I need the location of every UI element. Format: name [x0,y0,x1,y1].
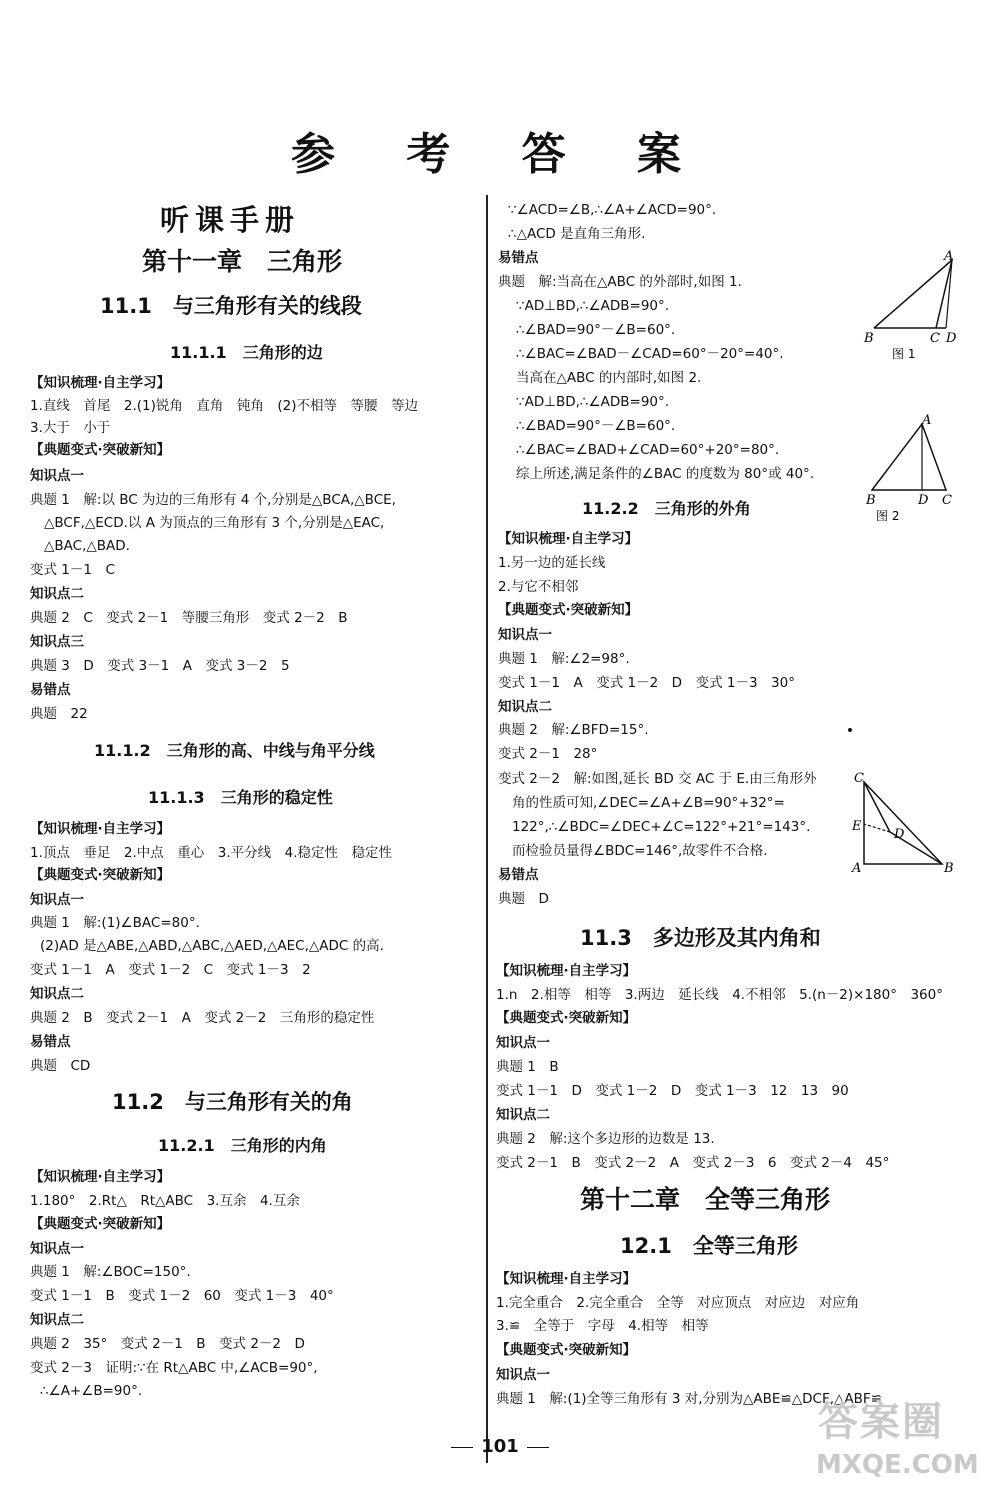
fig2-triangle [872,424,946,490]
answer-line: 典题 CD [30,1058,91,1074]
answer-line: 典题 D [498,891,549,907]
page-number [440,1436,560,1457]
answer-line: 典题 1 解:(1)∠BAC=80°. [30,915,200,931]
figure-1-diagram [858,248,966,364]
section-label: 【典题变式·突破新知】 [498,602,639,618]
fig3-label-a: A [852,861,862,876]
answer-line: ∴∠BAD=90°－∠B=60°. [516,418,676,434]
answer-line: 1.直线 首尾 2.(1)锐角 直角 钝角 (2)不相等 等腰 等边 [30,398,419,414]
section-label: 【知识梳理·自主学习】 [30,375,171,391]
answer-line: ∴△ACD 是直角三角形. [508,226,646,242]
knowledge-point-label: 知识点二 [30,986,84,1002]
answer-line: 当高在△ABC 的内部时,如图 2. [516,370,702,386]
fig3-label-d: D [894,827,905,842]
knowledge-point-label: 知识点二 [498,699,552,715]
answer-line: 典题 2 解:这个多边形的边数是 13. [496,1131,715,1147]
section-label: 【知识梳理·自主学习】 [498,531,639,547]
fig1-triangle [874,260,952,328]
answer-line: 2.与它不相邻 [498,579,579,595]
answer-line: △BAC,△BAD. [44,538,130,554]
scan-dot [848,728,852,732]
section-heading: 11.3 多边形及其内角和 [580,926,821,950]
answer-line: 1.完全重合 2.完全重合 全等 对应顶点 对应边 对应角 [496,1295,860,1311]
answer-line: 3.≌ 全等于 字母 4.相等 相等 [496,1318,709,1334]
answer-line: (2)AD 是△ABE,△ABD,△ABC,△AED,△AEC,△ADC 的高. [40,938,384,954]
fig2-caption: 图 2 [876,509,900,523]
subsection-heading: 11.1.2 三角形的高、中线与角平分线 [94,741,375,760]
answer-line: 1.顶点 垂足 2.中点 重心 3.平分线 4.稳定性 稳定性 [30,845,393,861]
answer-line: 典题 2 解:∠BFD=15°. [498,722,649,738]
knowledge-point-label: 知识点三 [30,634,84,650]
column-divider [486,195,488,1463]
answer-line: △BCF,△ECD.以 A 为顶点的三角形有 3 个,分别是△EAC, [44,515,385,531]
page-number-dash [451,1447,473,1448]
answer-line: ∵∠ACD=∠B,∴∠A+∠ACD=90°. [508,202,717,218]
answer-line: 变式 1－1 B 变式 1－2 60 变式 1－3 40° [30,1288,334,1304]
section-heading: 11.2 与三角形有关的角 [112,1090,353,1114]
answer-line: 1.另一边的延长线 [498,555,606,571]
fig1-caption: 图 1 [892,347,916,361]
answer-line: 典题 1 解:∠BOC=150°. [30,1264,191,1280]
fig3-segment-cd [864,782,890,832]
fig1-label-b: B [864,331,874,346]
section-label: 【知识梳理·自主学习】 [496,1271,637,1287]
fig3-label-b: B [944,861,954,876]
fig3-label-e: E [852,819,862,834]
knowledge-point-label: 知识点一 [496,1367,550,1383]
answer-line: 典题 2 35° 变式 2－1 B 变式 2－2 D [30,1336,305,1352]
answer-line: ∴∠BAC=∠BAD－∠CAD=60°－20°=40°. [516,346,784,362]
section-label: 【典题变式·突破新知】 [30,1216,171,1232]
answer-line: ∴∠BAC=∠BAD+∠CAD=60°+20°=80°. [516,442,780,458]
answer-line: 典题 1 解:∠2=98°. [498,651,630,667]
knowledge-point-label: 易错点 [498,867,539,883]
subsection-heading: 11.1.1 三角形的边 [170,343,323,362]
watermark [808,1390,998,1495]
fig1-label-a: A [944,249,954,264]
answer-line: 角的性质可知,∠DEC=∠A+∠B=90°+32°= [512,795,785,811]
fig2-label-a: A [922,413,932,428]
section-label: 【知识梳理·自主学习】 [30,1169,171,1185]
section-label: 【典题变式·突破新知】 [496,1342,637,1358]
fig2-label-d: D [918,493,929,508]
answer-line: 综上所述,满足条件的∠BAC 的度数为 80°或 40°. [516,466,815,482]
answer-line: 典题 22 [30,706,88,722]
answer-line: 典题 1 B [496,1059,559,1075]
fig1-label-d: D [946,331,957,346]
fig3-outer-triangle [864,782,942,864]
answer-line: 3.大于 小于 [30,420,111,436]
answer-line: 变式 1－1 A 变式 1－2 D 变式 1－3 30° [498,675,795,691]
fig2-label-c: C [942,493,952,508]
answer-line: 而检验员量得∠BDC=146°,故零件不合格. [512,843,768,859]
knowledge-point-label: 易错点 [498,250,539,266]
knowledge-point-label: 易错点 [30,1034,71,1050]
answer-line: 典题 3 D 变式 3－1 A 变式 3－2 5 [30,658,290,674]
answer-line: 变式 1－1 A 变式 1－2 C 变式 1－3 2 [30,962,311,978]
answer-line: 1.180° 2.Rt△ Rt△ABC 3.互余 4.互余 [30,1193,300,1209]
answer-line: 变式 2－1 B 变式 2－2 A 变式 2－3 6 变式 2－4 45° [496,1155,890,1171]
knowledge-point-label: 知识点一 [30,892,84,908]
chapter-heading: 第十一章 三角形 [142,247,343,276]
knowledge-point-label: 知识点二 [30,1312,84,1328]
answer-line: 典题 1 解:(1)全等三角形有 3 对,分别为△ABE≌△DCF,△ABF≌ [496,1391,882,1407]
section-heading: 12.1 全等三角形 [620,1234,798,1258]
answer-line: 1.n 2.相等 相等 3.两边 延长线 4.不相邻 5.(n－2)×180° 360° [496,987,943,1003]
section-label: 【知识梳理·自主学习】 [496,963,637,979]
answer-line: ∴∠BAD=90°－∠B=60°. [516,322,676,338]
answer-line: 典题 解:当高在△ABC 的外部时,如图 1. [498,274,742,290]
section-label: 【典题变式·突破新知】 [496,1010,637,1026]
answer-line: ∵AD⊥BD,∴∠ADB=90°. [516,394,670,410]
knowledge-point-label: 知识点二 [496,1107,550,1123]
chapter-heading: 第十二章 全等三角形 [580,1185,831,1214]
answer-line: 变式 2－2 解:如图,延长 BD 交 AC 于 E.由三角形外 [498,771,817,787]
manual-title: 听课手册 [160,203,301,237]
page-title: 参 考 答 案 [291,129,709,180]
answer-line: 变式 2－3 证明:∵在 Rt△ABC 中,∠ACB=90°, [30,1360,318,1376]
figure-3-diagram [850,768,962,880]
section-label: 【知识梳理·自主学习】 [30,821,171,837]
knowledge-point-label: 知识点一 [496,1035,550,1051]
answer-line: 变式 1－1 C [30,562,115,578]
answer-line: 变式 2－1 28° [498,746,598,762]
knowledge-point-label: 知识点一 [30,468,84,484]
knowledge-point-label: 知识点二 [30,586,84,602]
fig1-label-c: C [930,331,940,346]
subsection-heading: 11.2.2 三角形的外角 [582,499,751,518]
knowledge-point-label: 知识点一 [498,627,552,643]
section-label: 【典题变式·突破新知】 [30,867,171,883]
watermark-logo-text: 答案圈 [818,1399,944,1445]
section-heading: 11.1 与三角形有关的线段 [100,294,362,318]
answer-line: 典题 2 C 变式 2－1 等腰三角形 变式 2－2 B [30,610,348,626]
knowledge-point-label: 易错点 [30,682,71,698]
page-number-text: 101 [481,1436,519,1457]
answer-line: ∴∠A+∠B=90°. [40,1383,143,1399]
answer-line: 122°,∴∠BDC=∠DEC+∠C=122°+21°=143°. [512,819,811,835]
knowledge-point-label: 知识点一 [30,1241,84,1257]
answer-line: ∵AD⊥BD,∴∠ADB=90°. [516,298,670,314]
fig3-label-c: C [854,771,864,786]
section-label: 【典题变式·突破新知】 [30,442,171,458]
answer-line: 典题 1 解:以 BC 为边的三角形有 4 个,分别是△BCA,△BCE, [30,492,396,508]
watermark-url: MXQE.COM [816,1450,979,1480]
answer-line: 变式 1－1 D 变式 1－2 D 变式 1－3 12 13 90 [496,1083,849,1099]
answer-line: 典题 2 B 变式 2－1 A 变式 2－2 三角形的稳定性 [30,1010,375,1026]
page-number-dash [527,1447,549,1448]
fig2-label-b: B [866,493,876,508]
figure-2-diagram [862,412,962,524]
subsection-heading: 11.1.3 三角形的稳定性 [148,788,333,807]
subsection-heading: 11.2.1 三角形的内角 [158,1136,327,1155]
